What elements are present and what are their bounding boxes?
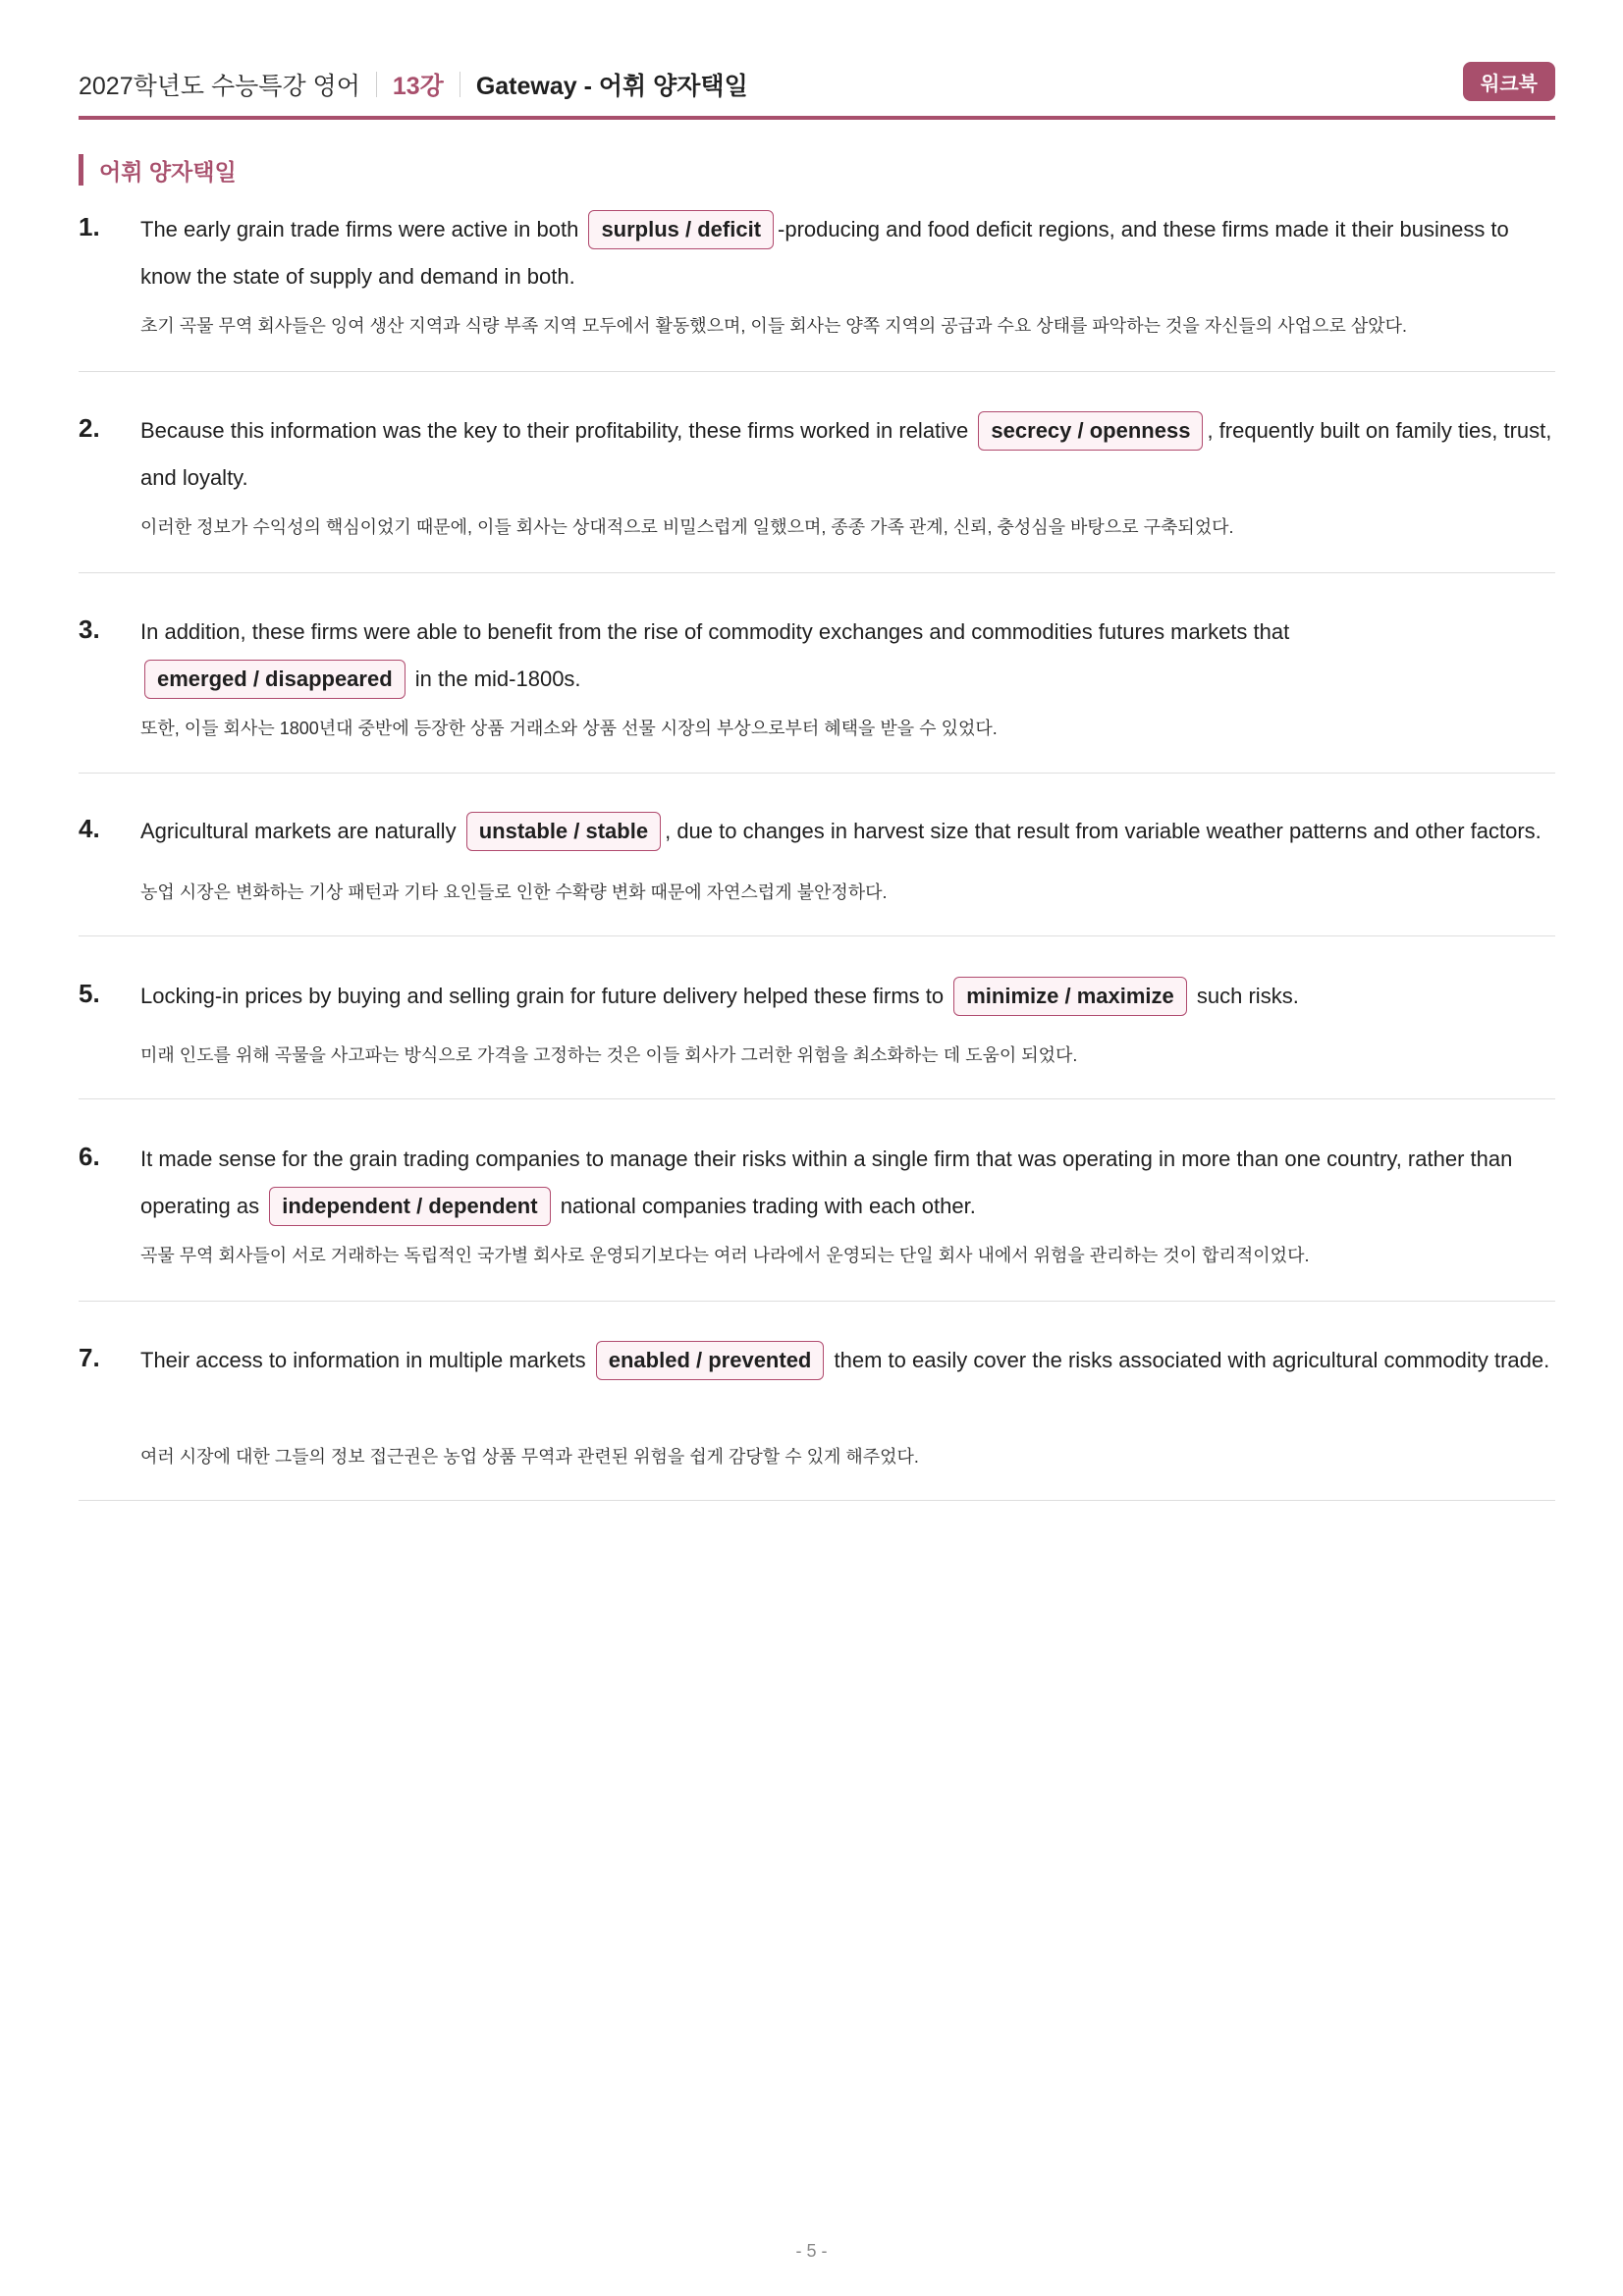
question-number: 7. bbox=[79, 1343, 100, 1372]
vocab-choice-box[interactable]: emerged / disappeared bbox=[144, 660, 406, 699]
question-sentence bbox=[140, 1337, 1555, 1384]
korean-translation: 농업 시장은 변화하는 기상 패턴과 기타 요인들로 인한 수확량 변화 때문에 자연스럽게 불안정하다. bbox=[140, 882, 888, 902]
sentence-before: Because this information was the key to their profitability, these firms worked in relative bbox=[140, 418, 969, 443]
question-item bbox=[79, 808, 1555, 936]
vocab-choice-box[interactable]: minimize / maximize bbox=[953, 977, 1187, 1016]
question-item bbox=[79, 1136, 1555, 1302]
sentence-after: them to easily cover the risks associated with agricultural commodity trade. bbox=[834, 1348, 1550, 1372]
vocab-choice-box[interactable]: enabled / prevented bbox=[596, 1341, 825, 1380]
sentence-after: national companies trading with each other. bbox=[560, 1194, 976, 1218]
question-number: 3. bbox=[79, 614, 100, 644]
section-title: 어휘 양자택일 bbox=[99, 158, 237, 185]
sentence-after: in the mid-1800s. bbox=[414, 667, 581, 691]
question-sentence bbox=[140, 973, 1555, 1020]
page-header bbox=[79, 59, 1555, 110]
korean-translation: 또한, 이들 회사는 1800년대 중반에 등장한 상품 거래소와 상품 선물 시장의 부상으로부터 혜택을 받을 수 있었다. bbox=[140, 719, 998, 738]
question-item bbox=[79, 407, 1555, 573]
korean-translation: 여러 시장에 대한 그들의 정보 접근권은 농업 상품 무역과 관련된 위험을 쉽게 감당할 수 있게 해주었다. bbox=[140, 1447, 919, 1467]
question-item bbox=[79, 973, 1555, 1099]
question-number: 2. bbox=[79, 413, 100, 443]
question-sentence bbox=[140, 1136, 1555, 1230]
sentence-before: Locking-in prices by buying and selling grain for future delivery helped these firms to bbox=[140, 984, 945, 1008]
question-sentence bbox=[140, 407, 1555, 502]
question-sentence bbox=[140, 609, 1555, 703]
question-number: 4. bbox=[79, 814, 100, 843]
sentence-after: , frequently built on family ties, trust, and loyalty. bbox=[140, 418, 1552, 490]
vocab-choice-box[interactable]: independent / dependent bbox=[269, 1187, 550, 1226]
korean-translation: 미래 인도를 위해 곡물을 사고파는 방식으로 가격을 고정하는 것은 이들 회사가 그러한 위험을 최소화하는 데 도움이 되었다. bbox=[140, 1045, 1078, 1065]
sentence-before: The early grain trade firms were active in both bbox=[140, 217, 579, 241]
question-number: 6. bbox=[79, 1142, 100, 1171]
sentence-after: such risks. bbox=[1196, 984, 1299, 1008]
workbook-badge: 워크북 bbox=[1463, 62, 1555, 101]
sentence-after: , due to changes in harvest size that result from variable weather patterns and other factors. bbox=[665, 819, 1542, 843]
book-title: 2027학년도 수능특강 영어 bbox=[79, 73, 360, 100]
question-number: 5. bbox=[79, 979, 100, 1008]
section-accent-bar bbox=[79, 154, 83, 186]
header-divider bbox=[376, 72, 377, 97]
lesson-number: 13강 bbox=[392, 73, 444, 100]
korean-translation: 이러한 정보가 수익성의 핵심이었기 때문에, 이들 회사는 상대적으로 비밀스럽게 일했으며, 종종 가족 관계, 신뢰, 충성심을 바탕으로 구축되었다. bbox=[140, 517, 1234, 537]
sentence-before: It made sense for the grain trading companies to manage their risks within a single firm that was operating in more than one country, rather than operating as bbox=[140, 1147, 1513, 1218]
question-sentence bbox=[140, 808, 1555, 855]
korean-translation: 초기 곡물 무역 회사들은 잉여 생산 지역과 식량 부족 지역 모두에서 활동했으며, 이들 회사는 양쪽 지역의 공급과 수요 상태를 파악하는 것을 자신들의 사업으로 삼았다. bbox=[140, 316, 1408, 336]
korean-translation: 곡물 무역 회사들이 서로 거래하는 독립적인 국가별 회사로 운영되기보다는 여러 나라에서 운영되는 단일 회사 내에서 위험을 관리하는 것이 합리적이었다. bbox=[140, 1246, 1310, 1265]
sentence-before: Their access to information in multiple markets bbox=[140, 1348, 586, 1372]
vocab-choice-box[interactable]: surplus / deficit bbox=[588, 210, 774, 249]
lesson-title: Gateway - 어휘 양자택일 bbox=[475, 73, 748, 100]
question-item bbox=[79, 1337, 1555, 1501]
section-heading bbox=[79, 153, 237, 187]
question-sentence bbox=[140, 206, 1555, 300]
sentence-after: -producing and food deficit regions, and these firms made it their business to know the state of supply and demand in both. bbox=[140, 217, 1509, 289]
page-number: - 5 - bbox=[795, 2241, 828, 2261]
header-rule bbox=[79, 116, 1555, 120]
sentence-before: Agricultural markets are naturally bbox=[140, 819, 457, 843]
question-number: 1. bbox=[79, 212, 100, 241]
vocab-choice-box[interactable]: secrecy / openness bbox=[978, 411, 1203, 451]
vocab-choice-box[interactable]: unstable / stable bbox=[466, 812, 661, 851]
sentence-before: In addition, these firms were able to benefit from the rise of commodity exchanges and commodities futures markets that bbox=[140, 619, 1290, 644]
question-item bbox=[79, 609, 1555, 774]
question-item bbox=[79, 206, 1555, 372]
